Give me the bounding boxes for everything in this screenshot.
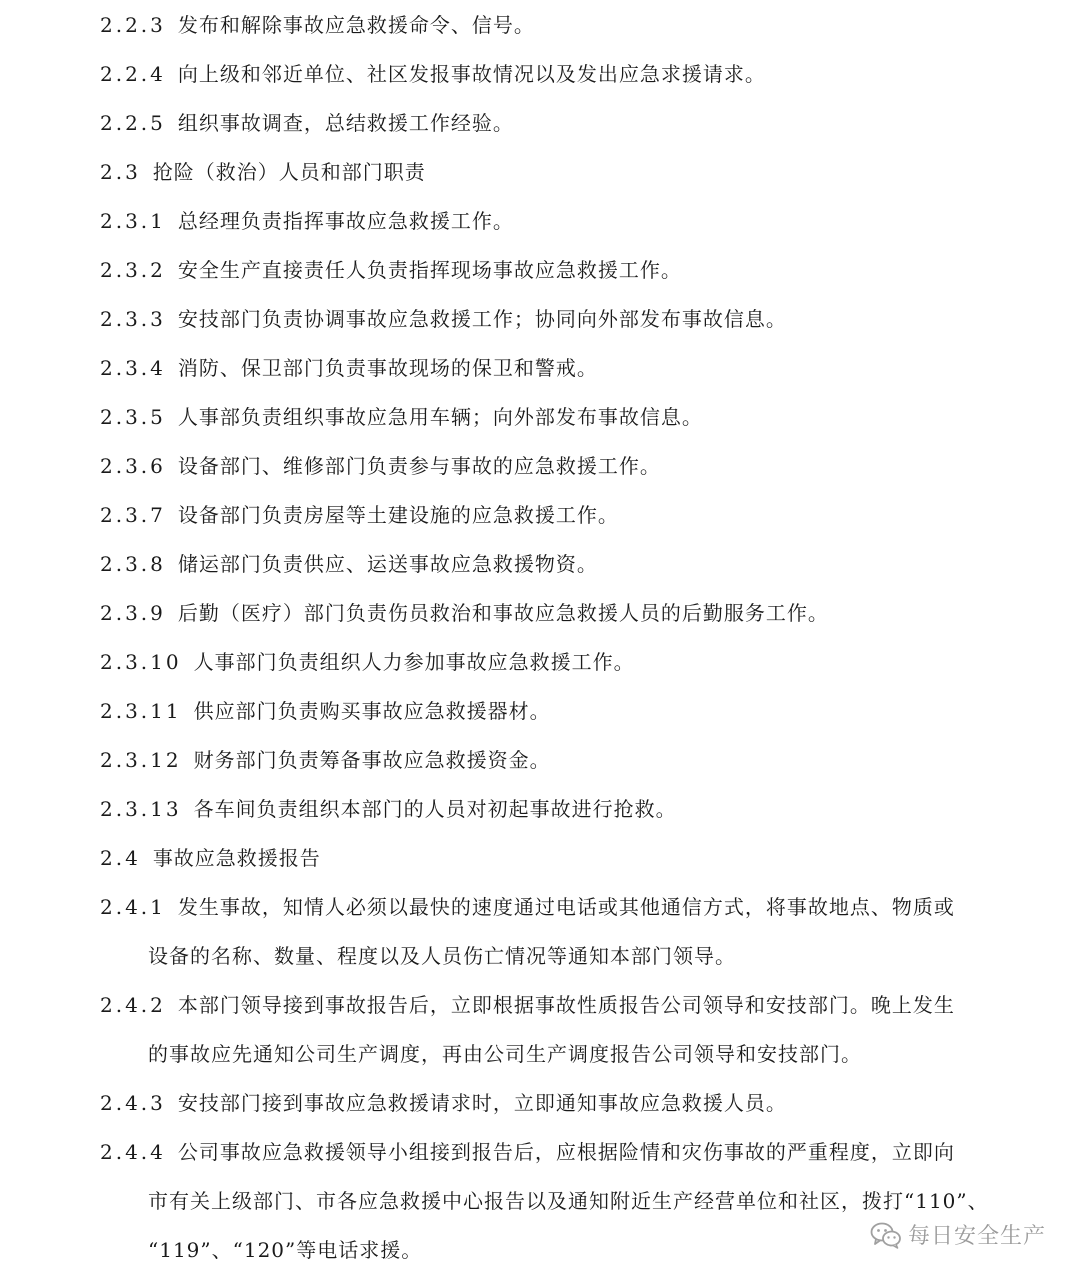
paragraph-text: 后勤（医疗）部门负责伤员救治和事故应急救援人员的后勤服务工作。 [177,601,829,625]
section-heading: 抢险（救治）人员和部门职责 [152,160,426,184]
section-number: 2.3.11 [100,699,182,723]
paragraph-2-3-2 [100,257,682,283]
section-number: 2.2.5 [100,111,166,135]
paragraph-2-3-4 [100,355,598,381]
paragraph-2-2-3 [100,12,535,38]
paragraph-text: 安技部门负责协调事故应急救援工作；协同向外部发布事故信息。 [177,307,787,331]
section-number: 2.3.5 [100,405,166,429]
section-number: 2.3.2 [100,258,166,282]
paragraph-2-3-3 [100,306,787,332]
paragraph-text: 储运部门负责供应、运送事故应急救援物资。 [177,552,598,576]
section-number: 2.3.13 [100,797,182,821]
paragraph-2-3-11 [100,698,551,724]
paragraph-2-3-12 [100,747,551,773]
paragraph-2-4-2 [100,992,955,1018]
paragraph-2-3-13 [100,796,677,822]
heading-2-4 [100,845,321,871]
section-number: 2.2.3 [100,13,166,37]
paragraph-2-3-1 [100,208,514,234]
paragraph-2-4-4-continuation: 市有关上级部门、市各应急救援中心报告以及通知附近生产经营单位和社区，拨打“110”、 [148,1189,989,1213]
paragraph-text: 设备部门负责房屋等土建设施的应急救援工作。 [177,503,619,527]
section-heading: 事故应急救援报告 [152,846,321,870]
section-number: 2.3.9 [100,601,166,625]
watermark [870,1219,1046,1250]
paragraph-text: 发生事故，知情人必须以最快的速度通过电话或其他通信方式，将事故地点、物质或 [177,895,955,919]
section-number: 2.4.2 [100,993,166,1017]
watermark-text: 每日安全生产 [907,1224,1046,1249]
paragraph-text: 人事部负责组织事故应急用车辆；向外部发布事故信息。 [177,405,703,429]
section-number: 2.3 [100,160,141,184]
paragraph-2-3-6 [100,453,661,479]
paragraph-text: 财务部门负责筹备事故应急救援资金。 [193,748,551,772]
paragraph-2-4-2-continuation: 的事故应先通知公司生产调度，再由公司生产调度报告公司领导和安技部门。 [148,1042,862,1066]
paragraph-text: 组织事故调查，总结救援工作经验。 [177,111,514,135]
paragraph-text: 安全生产直接责任人负责指挥现场事故应急救援工作。 [177,258,682,282]
wechat-icon [870,1221,902,1249]
paragraph-text: 发布和解除事故应急救援命令、信号。 [177,13,535,37]
paragraph-2-2-5 [100,110,514,136]
paragraph-text: 设备部门、维修部门负责参与事故的应急救援工作。 [177,454,661,478]
paragraph-2-3-8 [100,551,598,577]
paragraph-2-4-4-continuation-2: “119”、“120”等电话求援。 [148,1238,423,1262]
paragraph-text: 供应部门负责购买事故应急救援器材。 [193,699,551,723]
paragraph-2-4-1 [100,894,955,920]
section-number: 2.3.8 [100,552,166,576]
paragraph-2-4-1-continuation: 设备的名称、数量、程度以及人员伤亡情况等通知本部门领导。 [148,944,736,968]
paragraph-2-2-4 [100,61,766,87]
paragraph-text: 各车间负责组织本部门的人员对初起事故进行抢救。 [193,797,677,821]
paragraph-2-3-7 [100,502,619,528]
section-number: 2.3.7 [100,503,166,527]
paragraph-text: 安技部门接到事故应急救援请求时，立即通知事故应急救援人员。 [177,1091,787,1115]
paragraph-text: 消防、保卫部门负责事故现场的保卫和警戒。 [177,356,598,380]
paragraph-text: 公司事故应急救援领导小组接到报告后，应根据险情和灾伤事故的严重程度，立即向 [177,1140,955,1164]
section-number: 2.3.4 [100,356,166,380]
section-number: 2.4.3 [100,1091,166,1115]
section-number: 2.4.4 [100,1140,166,1164]
section-number: 2.4.1 [100,895,166,919]
section-number: 2.2.4 [100,62,166,86]
paragraph-2-4-4 [100,1139,955,1165]
paragraph-text: 人事部门负责组织人力参加事故应急救援工作。 [193,650,635,674]
heading-2-3 [100,159,426,185]
section-number: 2.3.12 [100,748,182,772]
paragraph-2-3-9 [100,600,829,626]
section-number: 2.4 [100,846,141,870]
section-number: 2.3.1 [100,209,166,233]
section-number: 2.3.3 [100,307,166,331]
section-number: 2.3.10 [100,650,182,674]
paragraph-text: 向上级和邻近单位、社区发报事故情况以及发出应急求援请求。 [177,62,766,86]
paragraph-2-3-5 [100,404,703,430]
section-number: 2.3.6 [100,454,166,478]
paragraph-text: 本部门领导接到事故报告后，立即根据事故性质报告公司领导和安技部门。晚上发生 [177,993,955,1017]
paragraph-2-4-3 [100,1090,787,1116]
paragraph-text: 总经理负责指挥事故应急救援工作。 [177,209,514,233]
paragraph-2-3-10 [100,649,635,675]
